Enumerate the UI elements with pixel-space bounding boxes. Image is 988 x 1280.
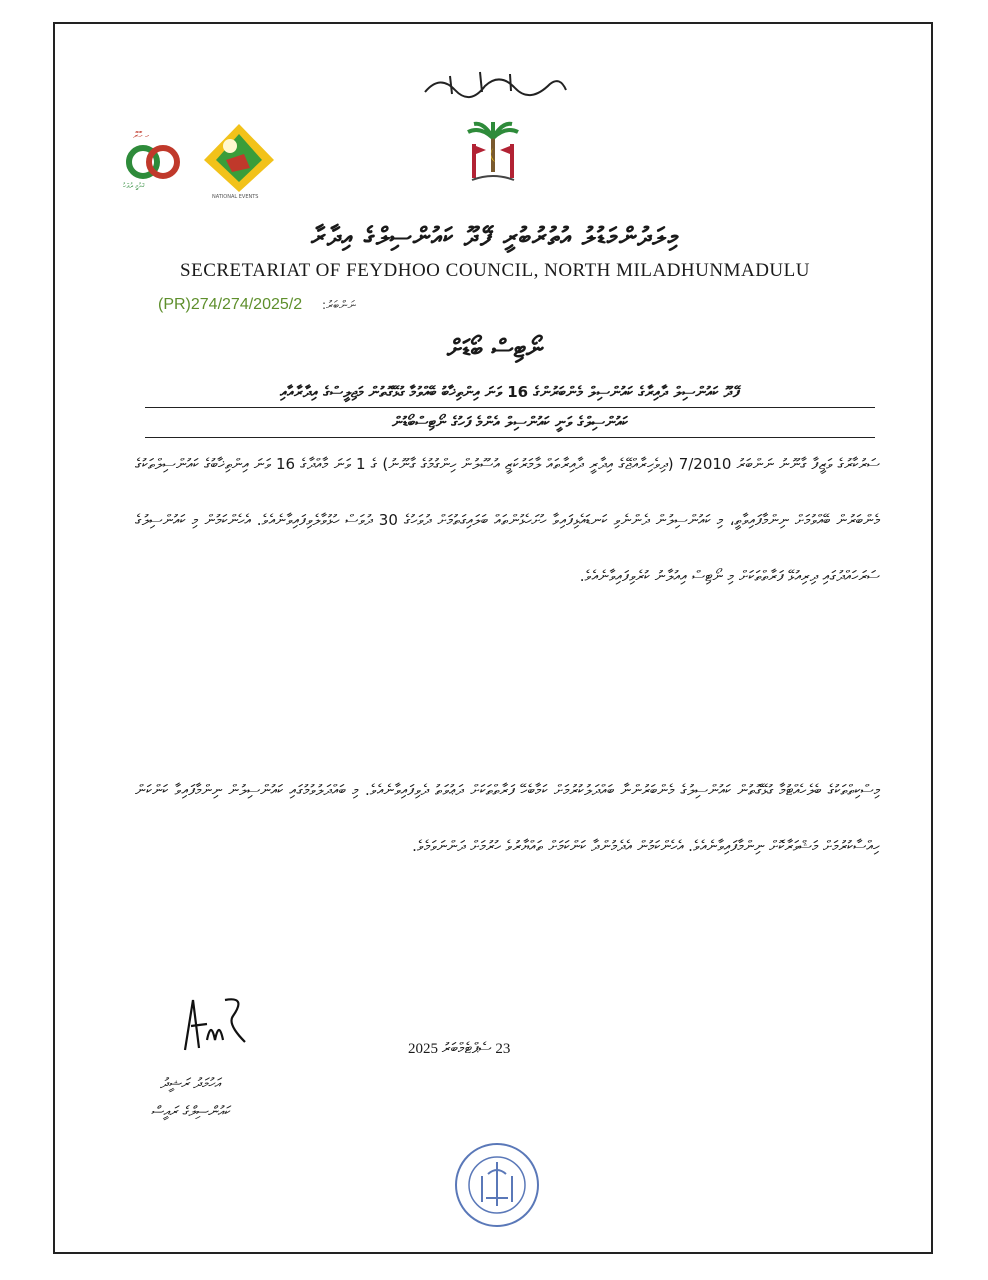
reference-number: (PR)274/274/2025/2 xyxy=(158,296,303,313)
signer-block xyxy=(135,1070,245,1126)
reference-label: ނަންބަރު: xyxy=(322,298,356,312)
notice-title: ނޯޓިސް ބޯޑަށް xyxy=(446,334,544,363)
svg-text:NATIONAL EVENTS: NATIONAL EVENTS xyxy=(212,194,259,200)
subject-heading xyxy=(145,378,875,438)
maldives-emblem xyxy=(462,118,524,188)
council-name-dhivehi: މިލަދުންމަޑުލު އުތުރުބުރީ ފޭދޫ ކައުންސިލްގެ އިދާރާ xyxy=(311,222,679,251)
council-seal-stamp xyxy=(452,1140,542,1230)
bismillah-calligraphy xyxy=(420,64,570,104)
national-events-logo xyxy=(200,120,278,200)
signer-name: އަހުމަދު ރަޝީދު xyxy=(160,1076,220,1092)
document-date: 23 ސެޕްޓެމްބަރު 2025 xyxy=(408,1041,511,1057)
subject-line: ކައުންސިލްގެ ވަނީ ކައުންސިލް އެންމެ ފަހުގެ ނޯޓިސްބޯޑުން xyxy=(145,408,875,438)
subject-line: ފޭދޫ ކައުންސިލް ދާއިރާގެ ކައުންސިލް މެންބަރުންގެ 16 ވަނަ އިންތިޚާބު ބޭއްވުމާ ގުޅޭގޮތުން މަޖިލީސްގެ އިދާރާއާއި xyxy=(145,378,875,408)
council-name-english: SECRETARIAT OF FEYDHOO COUNCIL, NORTH MILADHUNMADULU xyxy=(180,260,810,281)
handwritten-signature xyxy=(155,980,255,1060)
sixty-years-logo xyxy=(115,124,187,194)
body-paragraph-2: މިސްކިތްތަކުގެ ބެލެހެއްޓުމާ ގުޅޭގޮތުން ކައުންސިލުގެ މެންބަރުންނާ ބައްދަލުކުރުމަށް ކަމާބެހޭ ފަރާތްތަކަށް ދަޢުވަތު ދެވިފައިވާނެއެވެ. މި ބައްދަލުވުމުގައި ކައުންސިލުން ނިންމާފައިވާ ކަންކަން ހިއްސާކުރުމަށް މަޝްވަރާކޮށް ނިންމާފައިވާނެއެވެ. އެހެންކަމުން އެދެމުންދާ ކަންކަމަށް ތައްޔާރުވެ ހުރުމަށް ދަންނަވަމެވެ. xyxy=(135,781,880,855)
body-paragraph-1: ސަރުކާރުގެ ވަޒީފާ ގާނޫނު ނަންބަރު 7/2010 (ދިވެހިރާއްޖޭގެ އިދާރީ ދާއިރާތައް ލާމަރުކަޒީ އުސޫލުން ހިންގުމުގެ ގާނޫނު) ގެ 1 ވަނަ މާއްދާގެ 16 ވަނަ އިންތިޚާބުގެ ކައުންސިލްތަކުގެ މެންބަރުން ބޭއްވުމަށް ނިންމާފައިވާތީ، މި ކައުންސިލުން ދެންނެވި ކަނޑައެޅިފައިވާ ހުށަހެޅުންތައް ބަލައިގަތުމަށް ދުވަހުގެ 30 ދުވަސް ހުޅުވާލެވިފައިވާނެއެވެ. އެހެންކަމުން މި ކައުންސިލުގެ ސަރަހައްދުގައި ދިރިއުޅޭ ފަރާތްތަކަށް މި ނޯޓިސް އިއުލާނު ކުރެވިފައިވާނެއެވެ. xyxy=(135,455,880,585)
svg-text:ޤައުމީ ދުވަހު: ޤައުމީ ދުވަހު xyxy=(123,182,145,190)
svg-text:ހ ހޮރޮ: ހ ހޮރޮ xyxy=(133,131,150,141)
signer-title: ކައުންސިލްގެ ރައީސް xyxy=(150,1104,230,1120)
